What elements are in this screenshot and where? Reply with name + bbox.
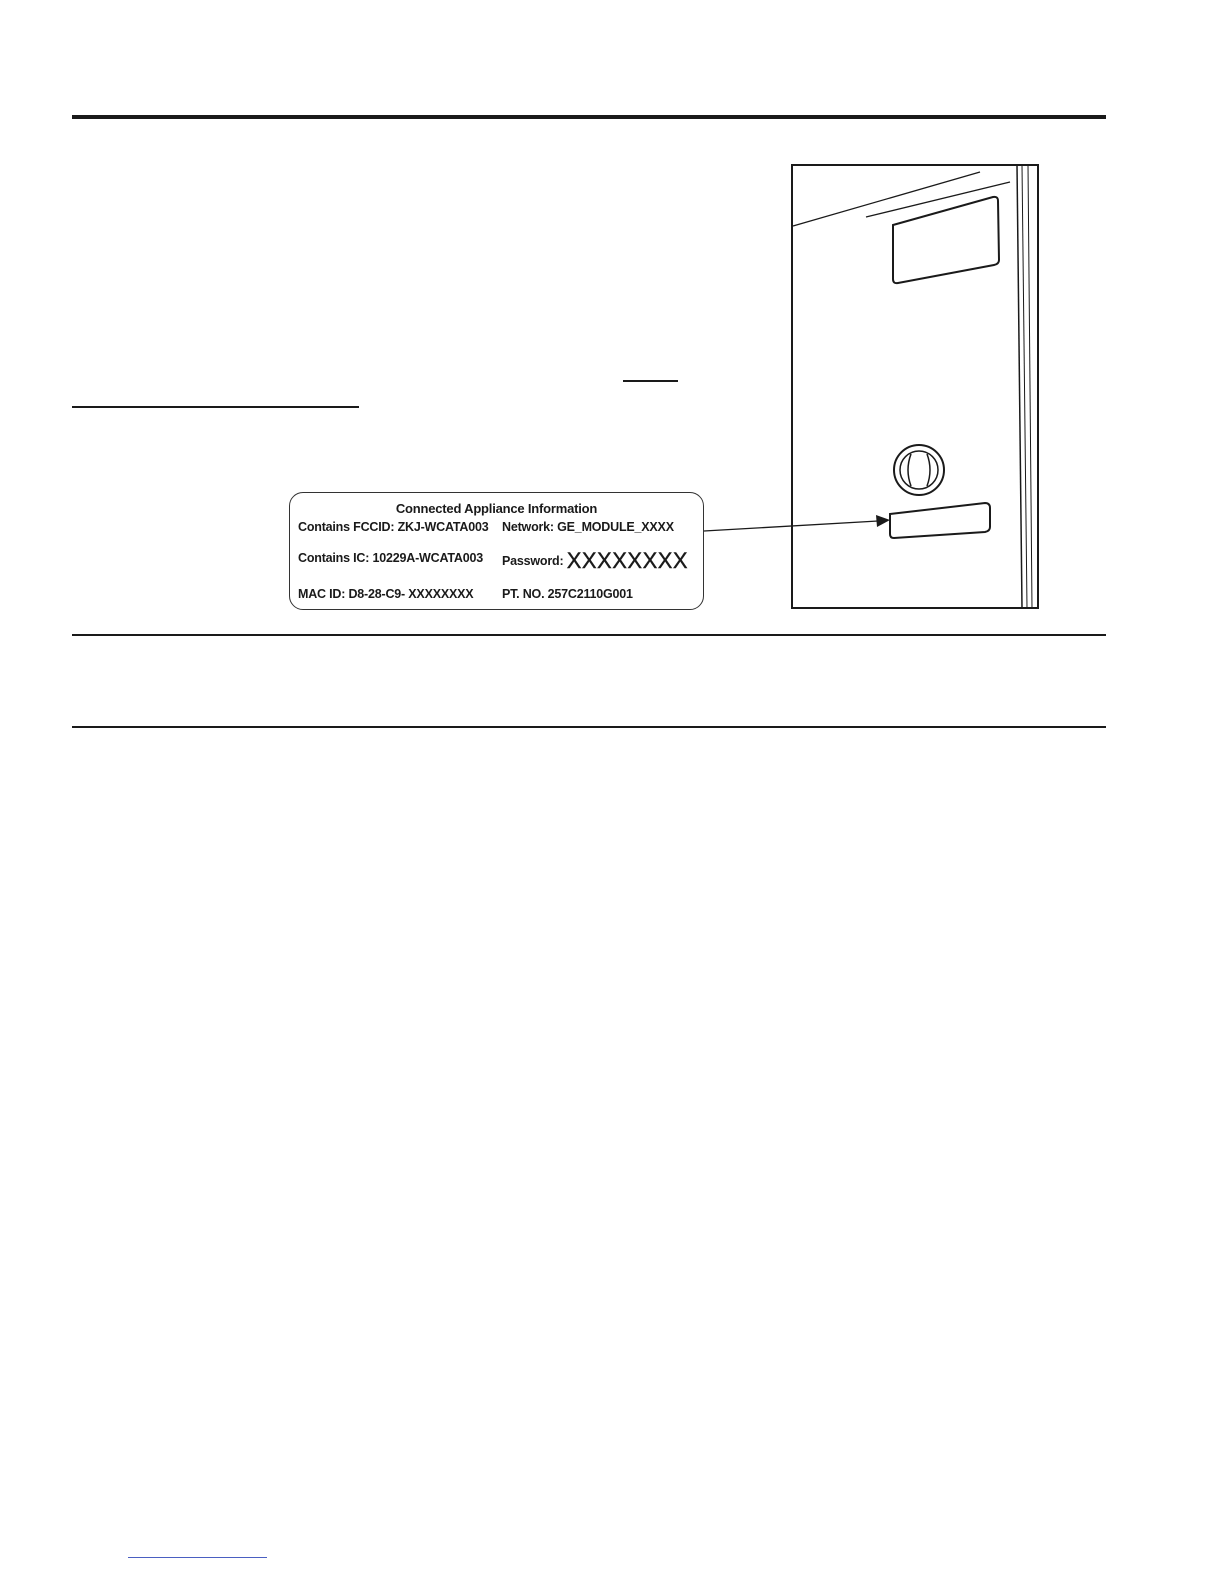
perspective-line bbox=[866, 182, 1010, 217]
upper-plate bbox=[893, 197, 999, 283]
mac-id-text: MAC ID: D8-28-C9- XXXXXXXX bbox=[298, 587, 474, 601]
panel-edge-line bbox=[1028, 165, 1032, 608]
part-number-text: PT. NO. 257C2110G001 bbox=[502, 587, 633, 601]
knob-mark bbox=[927, 454, 930, 486]
ic-text: Contains IC: 10229A-WCATA003 bbox=[298, 551, 483, 565]
round-knob-outer bbox=[894, 445, 944, 495]
label-location-plate bbox=[890, 503, 990, 538]
header-rule bbox=[72, 115, 1106, 119]
pointer-arrowhead bbox=[876, 515, 890, 527]
link-underline-fragment bbox=[128, 1557, 267, 1558]
network-text: Network: GE_MODULE_XXXX bbox=[502, 520, 674, 534]
section-rule bbox=[72, 726, 1106, 728]
underline-fragment bbox=[72, 406, 359, 408]
round-knob-inner bbox=[900, 451, 938, 489]
underline-fragment bbox=[623, 380, 678, 382]
label-title: Connected Appliance Information bbox=[395, 501, 598, 516]
panel-edge-line bbox=[1022, 165, 1027, 608]
fccid-text: Contains FCCID: ZKJ-WCATA003 bbox=[298, 520, 489, 534]
password-label: Password: bbox=[502, 554, 564, 568]
appliance-panel bbox=[792, 165, 1038, 608]
password-value: XXXXXXXX bbox=[566, 548, 689, 573]
pointer-arrow-line bbox=[704, 521, 878, 531]
section-rule bbox=[72, 634, 1106, 636]
connected-appliance-label bbox=[289, 492, 704, 610]
panel-edge-line bbox=[1017, 165, 1022, 608]
perspective-line bbox=[793, 172, 980, 226]
knob-mark bbox=[908, 454, 911, 486]
password-field bbox=[502, 548, 688, 574]
